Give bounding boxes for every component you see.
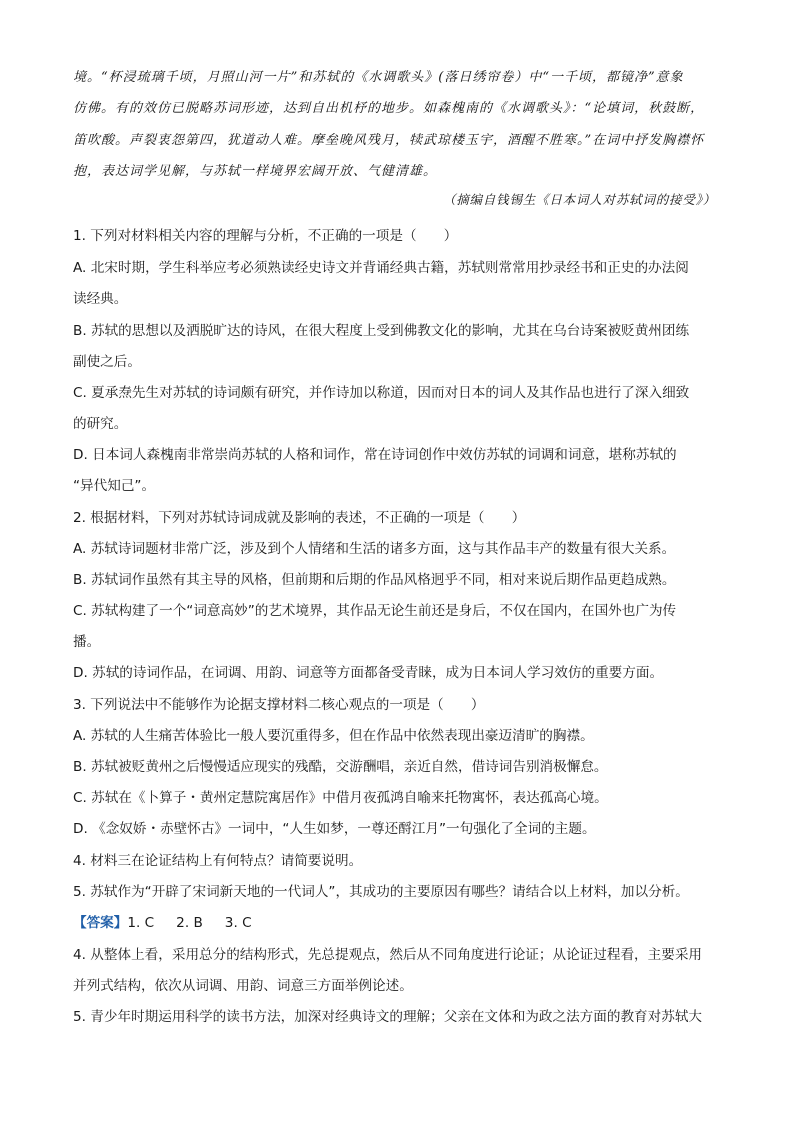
- question-1-option-d-cont: “异代知己”。: [73, 478, 156, 494]
- answer-4-line-1: 4. 从整体上看，采用总分的结构形式，先总提观点，然后从不同角度进行论证；从论证过程看，主要采用: [73, 947, 703, 963]
- passage-line-1: 境。“杯浸琉璃千顷，月照山河一片”和苏轼的《水调歌头》(落日绣帘卷）中“一千顷，都镜净”意象: [73, 70, 684, 85]
- question-4: 4. 材料三在论证结构上有何特点？请简要说明。: [73, 853, 363, 869]
- passage-line-4: 抱，表达词学见解，与苏轼一样境界宏阔开放、气健清雄。: [73, 164, 438, 179]
- question-2-option-c: C. 苏轼构建了一个“词意高妙”的艺术境界，其作品无论生前还是身后，不仅在国内，在国外也广为传: [73, 603, 677, 619]
- question-1-option-b: B. 苏轼的思想以及洒脱旷达的诗风，在很大程度上受到佛教文化的影响，尤其在乌台诗案被贬黄州团练: [73, 323, 690, 339]
- question-5: 5. 苏轼作为“开辟了宋词新天地的一代词人”，其成功的主要原因有哪些？请结合以上材料，加以分析。: [73, 884, 689, 900]
- answer-2: 2. B: [176, 915, 203, 931]
- question-3-option-d: D. 《念奴娇・赤壁怀古》一词中，“人生如梦，一尊还酹江月”一句强化了全词的主题。: [73, 821, 596, 837]
- answer-tag: 【答案】: [73, 915, 128, 931]
- answer-5-line-1: 5. 青少年时期运用科学的读书方法，加深对经典诗文的理解；父亲在文体和为政之法方面的教育对苏轼大: [73, 1009, 703, 1025]
- question-3-option-a: A. 苏轼的人生痛苦体验比一般人要沉重得多，但在作品中依然表现出豪迈清旷的胸襟。: [73, 728, 594, 744]
- question-1-stem: 1. 下列对材料相关内容的理解与分析，不正确的一项是（ ）: [73, 228, 458, 244]
- question-2-option-a: A. 苏轼诗词题材非常广泛，涉及到个人情绪和生活的诸多方面，这与其作品丰产的数量有很大关系。: [73, 541, 676, 557]
- question-1-option-c-cont: 的研究。: [73, 416, 128, 432]
- question-1-option-d: D. 日本词人森槐南非常崇尚苏轼的人格和词作，常在诗词创作中效仿苏轼的词调和词意，堪称苏轼的: [73, 447, 677, 463]
- answer-1: 1. C: [127, 915, 155, 931]
- question-2-option-c-cont: 播。: [73, 634, 101, 650]
- passage-line-3: 笛吹酸。声裂衷怨第四，犹道动人难。摩垒晚风残月，犊武琼楼玉宇，酒醒不胜寒。”在词中抒发胸襟怀: [73, 133, 705, 148]
- passage-line-2: 仿佛。有的效仿已脱略苏词形迹，达到自出机杼的地步。如森槐南的《水调歌头》：“论填词，秋鼓断，: [73, 101, 705, 116]
- question-2-stem: 2. 根据材料，下列对苏轼诗词成就及影响的表述，不正确的一项是（ ）: [73, 510, 526, 526]
- passage-source: （摘编自钱锡生《日本词人对苏轼词的接受》）: [442, 192, 716, 207]
- question-1-option-a: A. 北宋时期，学生科举应考必须熟读经史诗文并背诵经典古籍，苏轼则常常用抄录经书和正史的办法阅: [73, 260, 689, 276]
- question-2-option-b: B. 苏轼词作虽然有其主导的风格，但前期和后期的作品风格迥乎不同，相对来说后期作品更趋成熟。: [73, 572, 676, 588]
- answer-3: 3. C: [224, 915, 252, 931]
- question-3-option-c: C. 苏轼在《卜算子・黄州定慧院寓居作》中借月夜孤鸿自喻来托物寓怀，表达孤高心境。: [73, 790, 608, 806]
- answer-4-line-2: 并列式结构，依次从词调、用韵、词意三方面举例论述。: [73, 978, 413, 994]
- question-1-option-b-cont: 副使之后。: [73, 354, 141, 370]
- question-1-option-c: C. 夏承焘先生对苏轼的诗词颇有研究，并作诗加以称道，因而对日本的词人及其作品也进行了深入细致: [73, 385, 690, 401]
- question-3-option-b: B. 苏轼被贬黄州之后慢慢适应现实的残酷，交游酬唱，亲近自然，借诗词告别消极懈怠。: [73, 759, 608, 775]
- answer-line: [73, 911, 728, 931]
- question-3-stem: 3. 下列说法中不能够作为论据支撑材料二核心观点的一项是（ ）: [73, 697, 485, 713]
- question-2-option-d: D. 苏轼的诗词作品，在词调、用韵、词意等方面都备受青睐，成为日本词人学习效仿的重要方面。: [73, 665, 664, 681]
- question-1-option-a-cont: 读经典。: [73, 291, 128, 307]
